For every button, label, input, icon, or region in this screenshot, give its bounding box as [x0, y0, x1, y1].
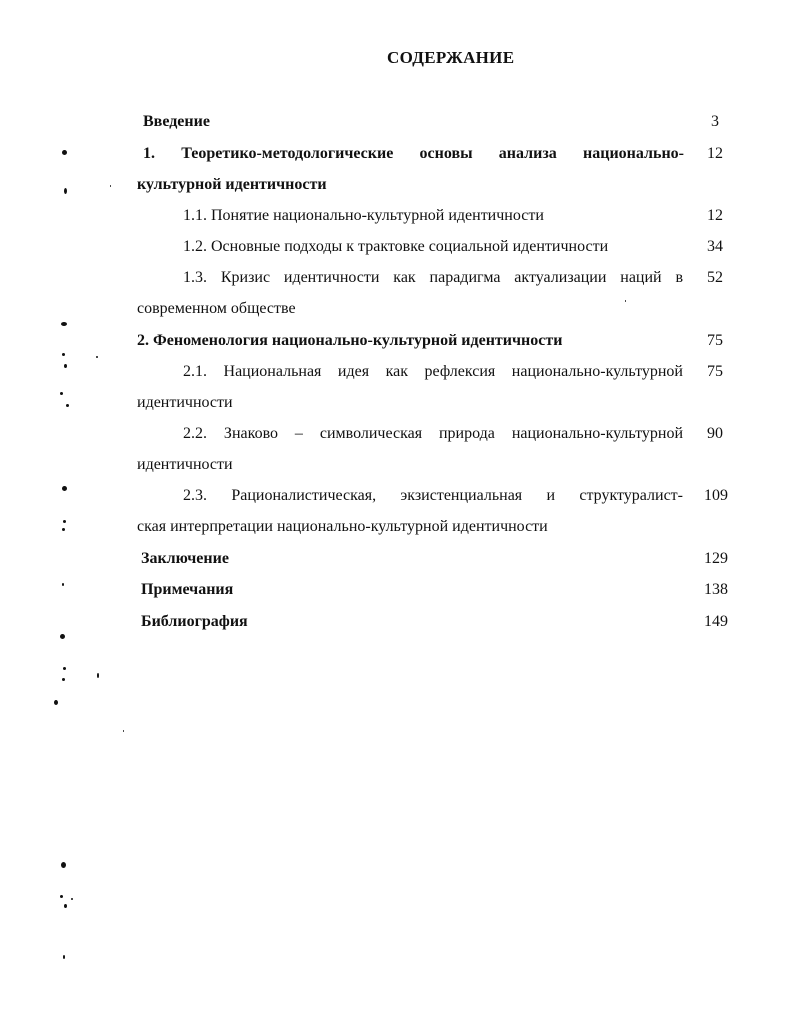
page-title: СОДЕРЖАНИЕ [387, 48, 515, 67]
toc-entry-chapter-2: 2. Феноменология национально-культурной идентичности [137, 332, 563, 349]
scan-speck [60, 895, 63, 898]
scan-speck [61, 322, 67, 326]
scan-speck [63, 667, 66, 670]
toc-page-section-2-1: 75 [707, 363, 723, 380]
toc-entry-bibliography: Библиография [141, 613, 248, 630]
scan-speck [63, 955, 65, 959]
toc-entry-section-2-1-line-1: 2.1. Национальная идея как рефлексия национально-культурной [183, 363, 683, 380]
scan-speck [64, 364, 67, 368]
toc-page-intro: 3 [711, 113, 719, 130]
scan-speck [61, 862, 66, 868]
toc-entry-section-2-1-line-2: идентичности [137, 394, 233, 411]
scan-speck [62, 353, 65, 356]
scan-speck [62, 528, 65, 531]
toc-page-section-1-1: 12 [707, 207, 723, 224]
scan-speck [60, 634, 65, 639]
toc-page-section-1-3: 52 [707, 269, 723, 286]
toc-entry-section-1-3-line-1: 1.3. Кризис идентичности как парадигма актуализации наций в [183, 269, 683, 286]
scan-speck [54, 700, 58, 705]
toc-page-bibliography: 149 [704, 613, 728, 630]
scan-speck [97, 673, 99, 678]
scan-speck [110, 185, 111, 187]
toc-page-section-1-2: 34 [707, 238, 723, 255]
scan-speck [62, 678, 65, 681]
toc-entry-section-2-2-line-1: 2.2. Знаково – символическая природа национально-культурной [183, 425, 683, 442]
toc-entry-notes: Примечания [141, 581, 234, 598]
scan-speck [60, 392, 63, 395]
toc-page-chapter-2: 75 [707, 332, 723, 349]
toc-entry-section-2-3-line-1: 2.3. Рационалистическая, экзистенциальная и структуралист- [183, 487, 683, 504]
scan-speck [63, 520, 66, 523]
toc-page-section-2-3: 109 [704, 487, 728, 504]
scan-speck [96, 356, 98, 358]
scan-speck [66, 404, 69, 407]
toc-page-section-2-2: 90 [707, 425, 723, 442]
scan-speck [62, 583, 64, 586]
toc-entry-section-2-2-line-2: идентичности [137, 456, 233, 473]
scan-speck [123, 730, 124, 732]
toc-page-conclusion: 129 [704, 550, 728, 567]
toc-page-chapter-1: 12 [707, 145, 723, 162]
scan-speck [71, 898, 73, 900]
toc-entry-intro: Введение [143, 113, 210, 130]
toc-entry-chapter-1-line-1: 1. Теоретико-методологические основы анализа национально- [143, 145, 684, 162]
toc-entry-conclusion: Заключение [141, 550, 229, 567]
toc-page-notes: 138 [704, 581, 728, 598]
toc-entry-section-1-3-line-2: современном обществе [137, 300, 296, 317]
scan-speck [64, 188, 67, 194]
scan-speck [625, 300, 626, 302]
scan-speck [62, 150, 67, 155]
toc-entry-section-1-2: 1.2. Основные подходы к трактовке социальной идентичности [183, 238, 609, 255]
toc-entry-chapter-1-line-2: культурной идентичности [137, 176, 327, 193]
toc-entry-section-1-1: 1.1. Понятие национально-культурной идентичности [183, 207, 544, 224]
toc-entry-section-2-3-line-2: ская интерпретации национально-культурной идентичности [137, 518, 548, 535]
scan-speck [62, 486, 67, 491]
scan-speck [64, 904, 67, 908]
